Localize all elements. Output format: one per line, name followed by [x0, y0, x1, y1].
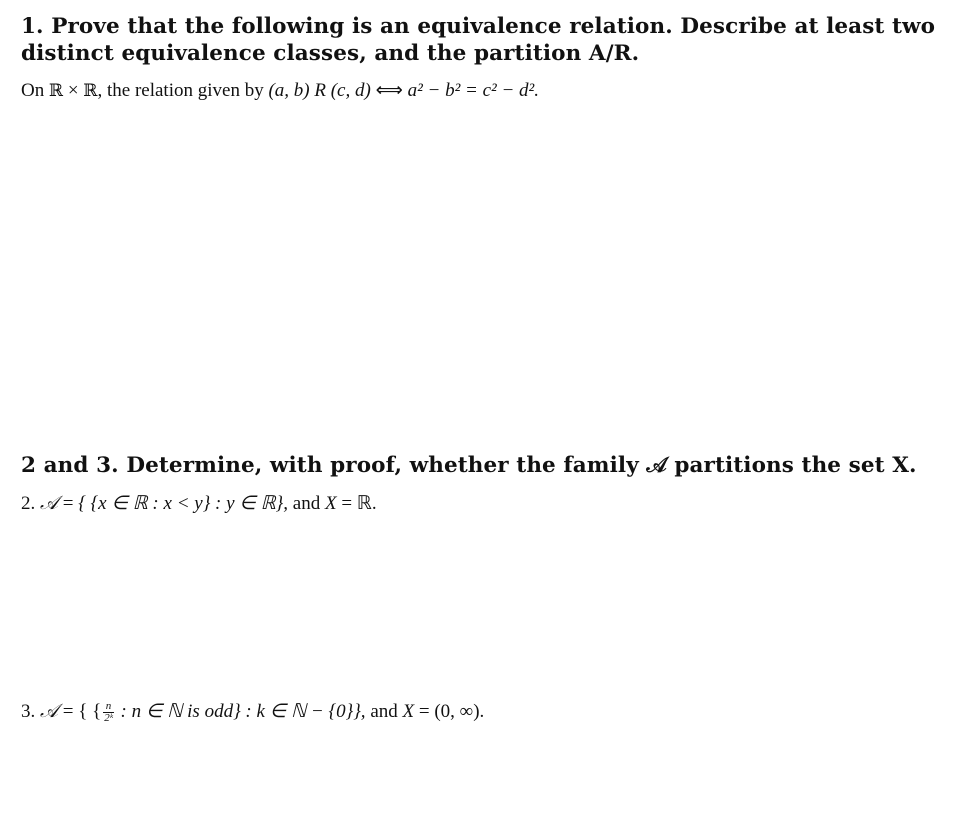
iff-symbol: ⟺: [370, 80, 408, 101]
fraction-numerator: n: [103, 701, 114, 713]
fraction-denominator: 2ᵏ: [104, 712, 113, 725]
reals-symbol: ℝ: [48, 81, 64, 101]
fraction-n-over-2k: [103, 701, 114, 724]
times-symbol: ×: [63, 80, 84, 101]
set-x-value: (0, ∞).: [434, 701, 485, 722]
problem-3-number: 3.: [21, 701, 40, 722]
relation-expression: (a, b) R (c, d): [268, 80, 371, 101]
problem-1-heading-line-2: distinct equivalence classes, and the partition A/R.: [21, 41, 640, 66]
family-definition: { {x ∈ ℝ : x < y} : y ∈ ℝ},: [78, 493, 289, 514]
problem-2-3-heading: 2 and 3. Determine, with proof, whether the family 𝒜 partitions the set X.: [21, 453, 917, 478]
problem-2-number: 2.: [21, 493, 40, 514]
and-text: and: [365, 701, 403, 722]
set-x-symbol: X: [324, 493, 337, 514]
equals-sign: =: [336, 493, 357, 514]
set-brace-open: { {: [78, 701, 102, 722]
statement-prefix: On: [21, 80, 49, 101]
statement-middle: , the relation given by: [97, 80, 269, 101]
set-x-value: ℝ.: [356, 493, 377, 514]
equals-sign: =: [57, 493, 79, 514]
relation-equation: a² − b² = c² − d².: [407, 80, 539, 101]
equals-sign: =: [57, 701, 79, 722]
reals-symbol: ℝ: [83, 81, 98, 101]
equals-sign: =: [414, 701, 435, 722]
problem-3-statement: [21, 699, 484, 724]
set-x-symbol: X: [402, 701, 415, 722]
problem-1-statement: [21, 79, 539, 103]
family-symbol: 𝒜: [40, 492, 58, 514]
problem-1-heading-line-1: 1. Prove that the following is an equivalence relation. Describe at least two: [21, 14, 936, 39]
problem-2-statement: [21, 491, 377, 516]
family-definition: : n ∈ ℕ is odd} : k ∈ ℕ − {0}},: [115, 701, 366, 722]
family-symbol: 𝒜: [40, 700, 58, 722]
and-text: and: [288, 493, 325, 514]
